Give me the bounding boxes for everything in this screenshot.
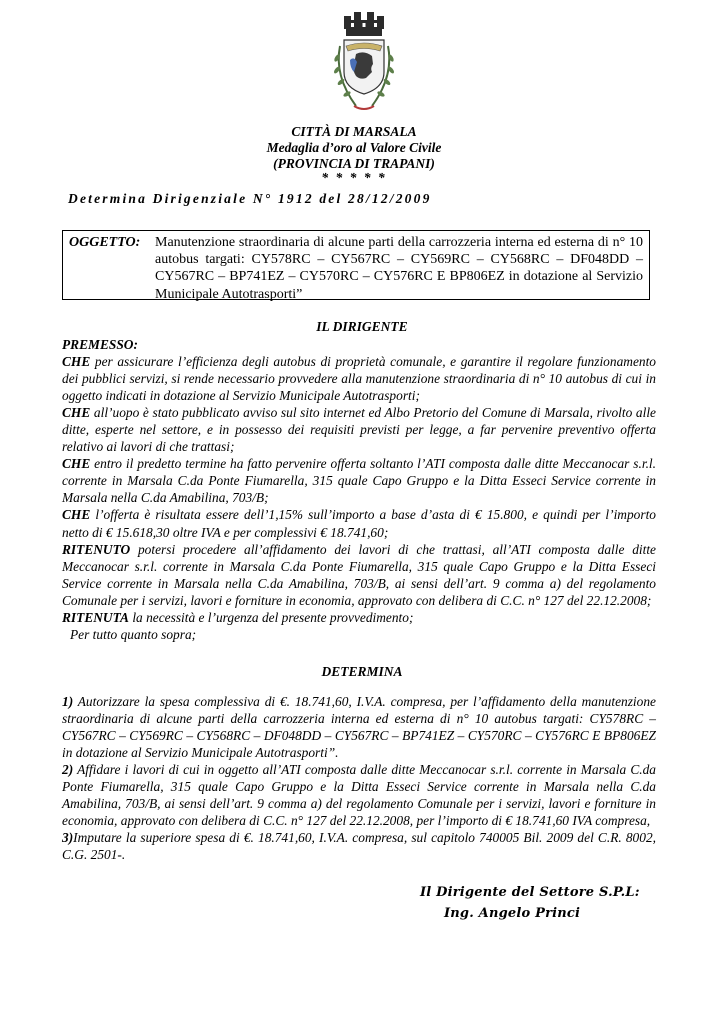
subject-label: OGGETTO:	[69, 235, 141, 250]
subject-text: Manutenzione straordinaria di alcune parti della carrozzeria interna ed esterna di n° 10 autobus targati: CY578RC – CY567RC – CY569RC – CY568RC – DF048DD – CY567RC – BP741EZ – CY570RC – CY576RC E BP806EZ in dotazione al Servizio Municipale Autotrasporti”	[155, 235, 643, 302]
determina-item: 2) Affidare i lavori di cui in oggetto all’ATI composta dalle ditte Meccanocar s.r.l. corrente in Marsala C.da Ponte Fiumarella, 315 quale Capo Gruppo e la Ditta Esseci Service corrente in Marsala nella C.da Amabilina, 703/B, ai sensi dell’art. 9 comma a) del regolamento Comunale per i servizi, lavori e forniture in economia, approvato con delibera di C.C. n° 127 del 22.12.2008, per l’importo di € 18.741,60 IVA compresa,	[62, 762, 656, 829]
stars-separator: * * * * *	[321, 170, 387, 185]
determina-section	[62, 693, 656, 863]
determina-item: 1) Autorizzare la spesa complessiva di €. 18.741,60, I.V.A. compresa, per l’affidamento della manutenzione straordinaria di alcune parti della carrozzeria interna ed esterna di n° 10 autobus targati: CY578RC – CY567RC – CY569RC – CY568RC – DF048DD – CY567RC – BP741EZ – CY570RC – CY576RC E BP806EZ in dotazione al Servizio Municipale Autotrasporti”.	[62, 694, 656, 761]
city-name: CITTÀ DI MARSALA	[291, 124, 417, 139]
province-line: (PROVINCIA DI TRAPANI)	[273, 156, 435, 171]
signature-title: Il Dirigente del Settore S.P.L:	[420, 885, 640, 900]
premesso-item: RITENUTA la necessità e l’urgenza del presente provvedimento;	[62, 609, 414, 625]
determina-item: 3)Imputare la superiore spesa di €. 18.741,60, I.V.A. compresa, sul capitolo 740005 Bil. 2009 del C.R. 8002, C.G. 2501-.	[62, 830, 656, 863]
medal-line: Medaglia d’oro al Valore Civile	[266, 140, 442, 155]
determina-heading: DETERMINA	[321, 664, 403, 679]
premesso-section	[62, 336, 656, 643]
premesso-item: CHE all’uopo è stato pubblicato avviso sul sito internet ed Albo Pretorio del Comune di Marsala, rivolto alle ditte, esperte nel settore, e in possesso dei requisiti previsti per legge, a far pervenire preventivo offerta relativo ai lavori di che trattasi;	[62, 405, 656, 455]
subject-box	[62, 230, 650, 300]
premesso-closing: Per tutto quanto sopra;	[70, 626, 197, 642]
premesso-title: PREMESSO:	[62, 337, 138, 352]
premesso-item: CHE l’offerta è risultata essere dell’1,15% sull’importo a base d’asta di € 15.800, e quindi per l’importo netto di € 15.618,30 oltre IVA e per complessivi € 18.741,60;	[62, 507, 656, 540]
il-dirigente-heading: IL DIRIGENTE	[316, 319, 408, 334]
city-crest-icon	[326, 6, 402, 120]
signature-name: Ing. Angelo Princi	[444, 906, 581, 921]
premesso-item: RITENUTO potersi procedere all’affidamento dei lavori di che trattasi, all’ATI composta dalle ditte Meccanocar s.r.l. corrente in Marsala C.da Ponte Fiumarella, 315 quale Capo Gruppo e la Ditta Esseci Service corrente in Marsala nella C.da Amabilina, 703/B, ai sensi dell’art. 9 comma a) del regolamento Comunale per i servizi, lavori e forniture in economia, approvato con delibera di C.C. n° 127 del 22.12.2008;	[62, 541, 656, 608]
premesso-item: CHE entro il predetto termine ha fatto pervenire offerta soltanto l’ATI composta dalle ditte Meccanocar s.r.l. corrente in Marsala C.da Ponte Fiumarella, 315 quale Capo Gruppo e la Ditta Esseci Service corrente in Marsala nella C.da Amabilina, 703/B;	[62, 456, 656, 506]
determina-number: Determina Dirigenziale N° 1912 del 28/12/2009	[68, 191, 432, 206]
premesso-item: CHE per assicurare l’efficienza degli autobus di proprietà comunale, e garantire il regolare funzionamento dei pubblici servizi, si rende necessario provvedere alla manutenzione straordinaria di n° 10 autobus di cui in oggetto indicati in dotazione al Servizio Municipale Autotrasporti;	[62, 354, 656, 404]
